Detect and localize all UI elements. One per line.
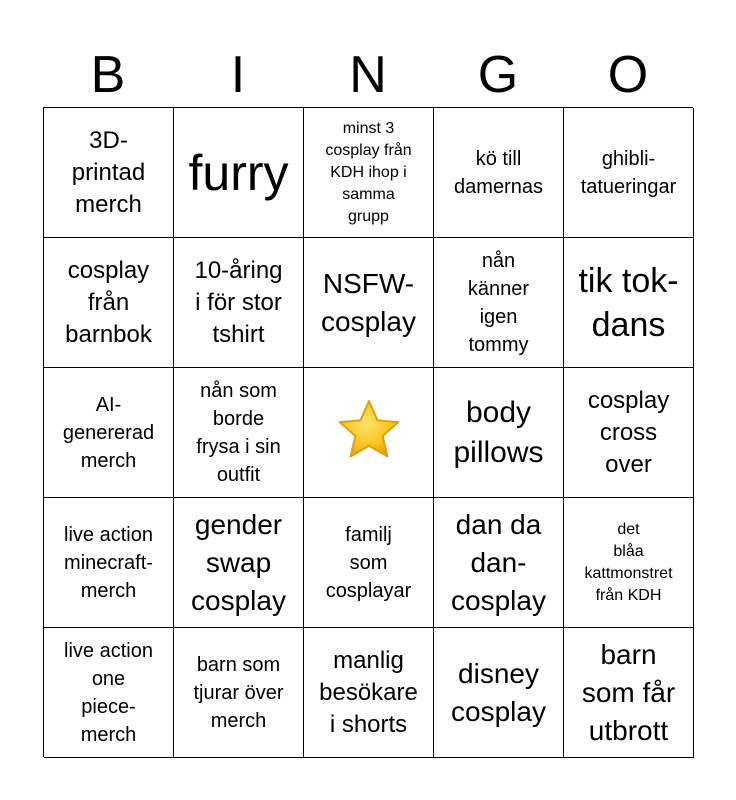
- bingo-cell-r3c5[interactable]: [564, 368, 694, 498]
- cell-label: tik tok- dans: [578, 261, 679, 344]
- cell-label: furry: [188, 144, 289, 201]
- bingo-cell-r3c1[interactable]: [44, 368, 174, 498]
- cell-label: nån känner igen tommy: [467, 249, 530, 356]
- bingo-cell-r4c1[interactable]: [44, 498, 174, 628]
- bingo-cell-r2c5[interactable]: [564, 238, 694, 368]
- cell-label: gender swap cosplay: [191, 508, 286, 616]
- bingo-board: [43, 107, 693, 757]
- bingo-cell-free[interactable]: [304, 368, 434, 498]
- bingo-cell-r1c4[interactable]: [434, 108, 564, 238]
- bingo-cell-r5c3[interactable]: [304, 628, 434, 758]
- cell-label: det blåa kattmonstret från KDH: [584, 520, 673, 604]
- cell-label: ghibli- tatueringar: [580, 147, 677, 198]
- cell-label: cosplay från barnbok: [65, 256, 152, 348]
- cell-label: barn som tjurar över merch: [193, 653, 284, 732]
- bingo-cell-r1c2[interactable]: [174, 108, 304, 238]
- cell-label: dan da dan- cosplay: [451, 508, 546, 616]
- cell-label: kö till damernas: [454, 147, 543, 198]
- bingo-cell-r2c3[interactable]: [304, 238, 434, 368]
- bingo-cell-r1c1[interactable]: [44, 108, 174, 238]
- bingo-cell-r3c2[interactable]: [174, 368, 304, 498]
- bingo-cell-r4c2[interactable]: [174, 498, 304, 628]
- bingo-cell-r2c2[interactable]: [174, 238, 304, 368]
- header-letter-i: I: [230, 46, 246, 104]
- bingo-cell-r5c2[interactable]: [174, 628, 304, 758]
- bingo-cell-r5c5[interactable]: [564, 628, 694, 758]
- header-letter-b: B: [90, 46, 126, 104]
- cell-label: barn som får utbrott: [581, 638, 676, 746]
- bingo-cell-r2c4[interactable]: [434, 238, 564, 368]
- cell-label: body pillows: [453, 395, 544, 469]
- cell-label: nån som borde frysa i sin outfit: [196, 379, 281, 486]
- cell-label: manlig besökare i shorts: [319, 646, 418, 738]
- bingo-cell-r4c4[interactable]: [434, 498, 564, 628]
- header-letter-n: N: [349, 46, 387, 104]
- cell-label: 10-åring i för stor tshirt: [194, 256, 283, 348]
- bingo-cell-r2c1[interactable]: [44, 238, 174, 368]
- header-letter-o: O: [607, 46, 649, 104]
- bingo-header: [43, 44, 693, 106]
- cell-label: cosplay cross over: [587, 386, 670, 478]
- cell-label: minst 3 cosplay från KDH ihop i samma grupp: [325, 119, 412, 225]
- bingo-cell-r1c5[interactable]: [564, 108, 694, 238]
- bingo-cell-r5c1[interactable]: [44, 628, 174, 758]
- cell-label: disney cosplay: [451, 657, 546, 727]
- bingo-cell-r1c3[interactable]: [304, 108, 434, 238]
- cell-label: familj som cosplayar: [325, 523, 412, 602]
- bingo-cell-r3c4[interactable]: [434, 368, 564, 498]
- bingo-cell-r4c5[interactable]: [564, 498, 694, 628]
- cell-label: live action one piece- merch: [64, 639, 153, 746]
- bingo-cell-r4c3[interactable]: [304, 498, 434, 628]
- bingo-cell-r5c4[interactable]: [434, 628, 564, 758]
- cell-label: NSFW- cosplay: [321, 267, 416, 337]
- cell-label: live action minecraft- merch: [64, 523, 153, 602]
- star-icon: [336, 397, 402, 468]
- cell-label: AI- genererad merch: [62, 393, 155, 472]
- cell-label: 3D- printad merch: [71, 126, 146, 218]
- header-letter-g: G: [477, 46, 519, 104]
